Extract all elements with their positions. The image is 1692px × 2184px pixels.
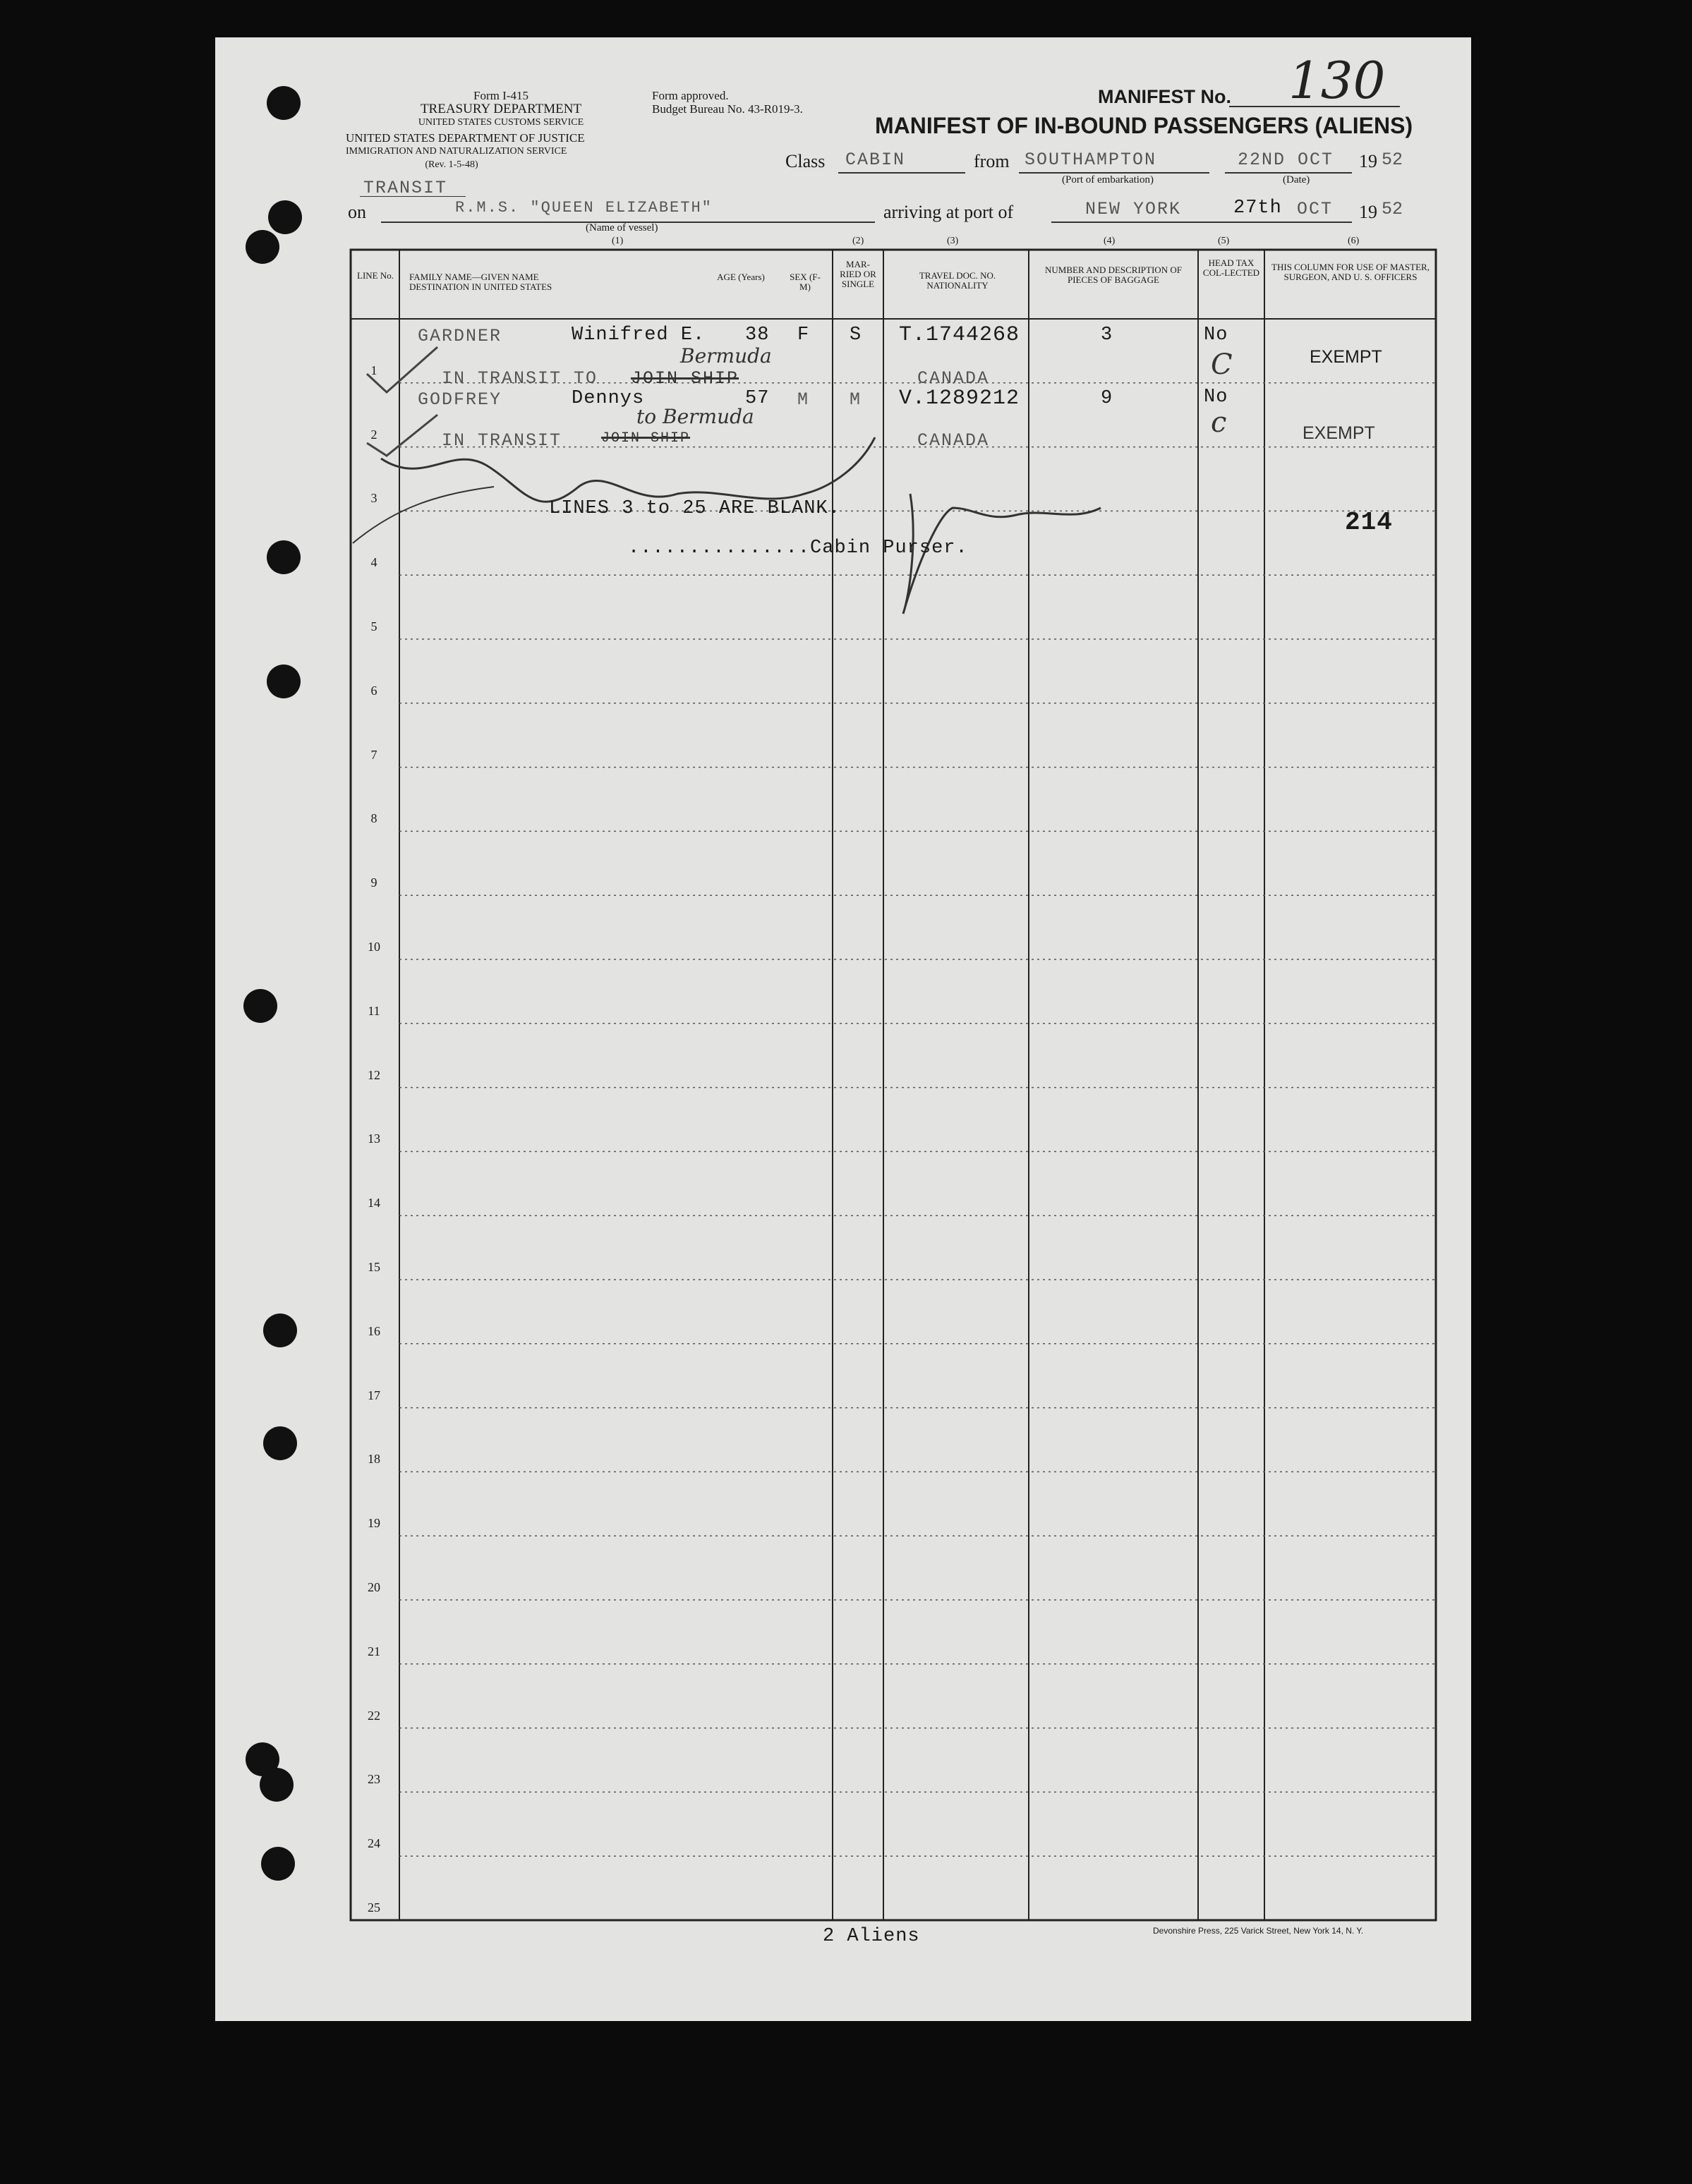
line-number: 20 xyxy=(368,1580,380,1594)
port-caption: (Port of embarkation) xyxy=(1062,174,1154,186)
col-num-2: (2) xyxy=(852,236,864,246)
revision: (Rev. 1-5-48) xyxy=(425,159,478,170)
passenger-1-given-name: Winifred E. xyxy=(572,324,706,346)
passenger-1-family-name: GARDNER xyxy=(418,326,502,346)
line-number: 3 xyxy=(370,491,377,506)
from-label: from xyxy=(974,151,1010,171)
passenger-2-destination: IN TRANSIT xyxy=(442,430,562,451)
arrival-year-prefix: 19 xyxy=(1359,202,1377,222)
line-number: 4 xyxy=(370,555,377,570)
header-travel-doc-no: TRAVEL DOC. NO. xyxy=(919,270,996,281)
header-destination: DESTINATION IN UNITED STATES xyxy=(409,281,552,292)
passenger-1-age: 38 xyxy=(745,324,770,346)
passenger-1-nationality: CANADA xyxy=(917,368,990,389)
manifest-title: MANIFEST OF IN-BOUND PASSENGERS (ALIENS) xyxy=(875,113,1413,138)
header-sex: SEX (F-M) xyxy=(790,272,821,292)
customs-service: UNITED STATES CUSTOMS SERVICE xyxy=(418,117,584,128)
passenger-2-tax-mark: c xyxy=(1211,406,1227,439)
justice-department: UNITED STATES DEPARTMENT OF JUSTICE xyxy=(346,131,585,145)
line-number: 6 xyxy=(370,683,377,698)
passenger-1-destination: IN TRANSIT TO xyxy=(442,368,598,389)
blank-lines-note: LINES 3 to 25 ARE BLANK. xyxy=(549,498,840,519)
line-number: 17 xyxy=(368,1388,380,1402)
line-number: 24 xyxy=(368,1836,380,1851)
line-number: 10 xyxy=(368,940,380,954)
ins-service: IMMIGRATION AND NATURALIZATION SERVICE xyxy=(346,146,567,157)
passenger-2-head-tax: No xyxy=(1204,387,1228,408)
passenger-1-baggage: 3 xyxy=(1101,324,1113,346)
col-num-6: (6) xyxy=(1348,236,1360,246)
cabin-purser: ...............Cabin Purser. xyxy=(628,538,968,559)
on-label: on xyxy=(348,202,366,222)
line-number: 12 xyxy=(368,1067,380,1082)
passenger-1-handwritten-destination: Bermuda xyxy=(680,344,772,368)
line-number: 15 xyxy=(368,1260,380,1274)
passenger-1-sex: F xyxy=(797,324,810,346)
total-aliens: 2 Aliens xyxy=(823,1926,920,1947)
officer-number: 214 xyxy=(1345,508,1393,537)
passenger-1-marital-status: S xyxy=(850,324,862,346)
passenger-2-nationality: CANADA xyxy=(917,430,990,451)
class-label: Class xyxy=(785,151,826,171)
header-line-no: LINE No. xyxy=(357,270,394,281)
line-number: 22 xyxy=(368,1708,380,1723)
arrival-year: 52 xyxy=(1382,199,1403,219)
line-number: 13 xyxy=(368,1132,380,1146)
line-number: 23 xyxy=(368,1772,380,1787)
header-nationality: NATIONALITY xyxy=(926,280,989,291)
col-num-5: (5) xyxy=(1218,236,1230,246)
transit-stamp: TRANSIT xyxy=(363,178,448,198)
form-number: Form I-415 xyxy=(473,89,528,102)
port-of-embarkation: SOUTHAMPTON xyxy=(1025,150,1157,170)
passenger-2-handwritten-destination: to Bermuda xyxy=(636,405,754,428)
class-value: CABIN xyxy=(845,150,906,170)
line-number: 1 xyxy=(370,363,377,377)
line-number: 18 xyxy=(368,1452,380,1467)
line-number: 21 xyxy=(368,1644,380,1658)
passenger-2-given-name: Dennys xyxy=(572,388,645,409)
passenger-2-marital-status: M xyxy=(850,389,862,410)
line-number: 11 xyxy=(368,1003,380,1018)
embarkation-year: 52 xyxy=(1382,150,1403,170)
manifest-no-label: MANIFEST No. xyxy=(1098,86,1231,107)
header-head-tax: HEAD TAX COL-LECTED xyxy=(1202,257,1260,278)
line-number: 8 xyxy=(370,811,377,826)
treasury-department: TREASURY DEPARTMENT xyxy=(420,102,582,116)
passenger-2-sex: M xyxy=(797,389,810,410)
form-approved: Form approved. xyxy=(652,89,729,102)
budget-bureau: Budget Bureau No. 43-R019-3. xyxy=(652,102,803,116)
vessel-name: R.M.S. "QUEEN ELIZABETH" xyxy=(455,199,713,217)
arriving-label: arriving at port of xyxy=(883,202,1014,222)
header-baggage: NUMBER AND DESCRIPTION OF PIECES OF BAGGAGE xyxy=(1045,265,1182,285)
passenger-1-head-tax: No xyxy=(1204,324,1228,346)
arrival-day: 27th xyxy=(1233,198,1282,219)
passenger-2-family-name: GODFREY xyxy=(418,389,502,410)
embarkation-date: 22ND OCT xyxy=(1238,150,1334,170)
date-caption: (Date) xyxy=(1283,174,1310,186)
passenger-2-officer-stamp: EXEMPT xyxy=(1303,423,1375,443)
passenger-1-struck-destination: JOIN SHIP xyxy=(631,368,739,389)
manifest-number: 130 xyxy=(1288,51,1386,110)
line-number: 2 xyxy=(370,427,377,442)
printer-imprint: Devonshire Press, 225 Varick Street, New York 14, N. Y. xyxy=(1153,1926,1364,1936)
header-age: AGE (Years) xyxy=(717,272,765,282)
passenger-1-tax-mark: C xyxy=(1211,348,1233,381)
vessel-column-number: (1) xyxy=(612,236,624,246)
header-family-name: FAMILY NAME—GIVEN NAME xyxy=(409,272,539,282)
line-number: 16 xyxy=(368,1323,380,1338)
passenger-2-baggage: 9 xyxy=(1101,388,1113,409)
line-number: 25 xyxy=(368,1900,380,1915)
line-number: 5 xyxy=(370,619,377,633)
passenger-2-struck-destination: JOIN SHIP xyxy=(601,430,691,447)
col-num-3: (3) xyxy=(947,236,959,246)
passenger-1-travel-doc: T.1744268 xyxy=(899,323,1020,347)
year-prefix: 19 xyxy=(1359,151,1377,171)
arrival-month: OCT xyxy=(1297,199,1334,219)
vessel-caption: (Name of vessel) xyxy=(586,222,658,233)
line-number: 7 xyxy=(370,747,377,762)
line-number: 9 xyxy=(370,875,377,890)
header-officers: THIS COLUMN FOR USE OF MASTER, SURGEON, AND U. S. OFFICERS xyxy=(1271,262,1430,282)
arrival-port: NEW YORK xyxy=(1085,199,1182,219)
line-number: 14 xyxy=(368,1196,380,1211)
col-num-4: (4) xyxy=(1104,236,1116,246)
passenger-1-officer-stamp: EXEMPT xyxy=(1310,347,1382,367)
line-number: 19 xyxy=(368,1516,380,1531)
header-married: MAR-RIED OR SINGLE xyxy=(840,259,876,289)
passenger-2-travel-doc: V.1289212 xyxy=(899,387,1020,411)
passenger-2-age: 57 xyxy=(745,388,770,409)
